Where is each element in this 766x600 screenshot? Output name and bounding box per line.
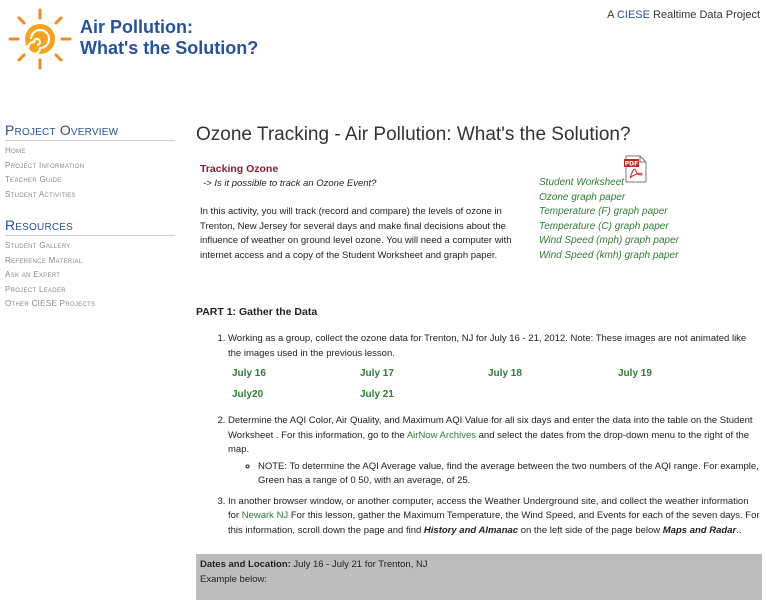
step-3-text-a: In another browser window, or another computer, access the Weather Underground site, and collect the weather information for <box>228 495 749 521</box>
site-title-line2: What's the Solution? <box>80 38 259 58</box>
resource-links <box>539 162 679 263</box>
sidebar-section-resources <box>5 217 175 312</box>
link-wind-speed-kmh-graph-paper[interactable]: Wind Speed (kmh) graph paper <box>539 249 679 261</box>
link-temperature-f-graph-paper[interactable]: Temperature (F) graph paper <box>539 206 668 217</box>
intro-paragraph: In this activity, you will track (record and compare) the levels of ozone in Trenton, New Jersey for several days and make final decisions about the influence of weather on ground level ozone. You will need a computer with internet access and a copy of the Student Worksheet and graph paper. <box>200 206 512 261</box>
step-2 <box>228 414 762 489</box>
date-link-july-16[interactable]: July 16 <box>232 368 266 379</box>
step-1 <box>228 332 762 402</box>
svg-text:PDF: PDF <box>624 160 639 168</box>
sidebar-heading-project-overview: Project Overview <box>5 122 175 141</box>
sun-icon <box>6 8 74 70</box>
dates-location-line <box>200 558 758 573</box>
sidebar-item-reference-material[interactable]: Reference Material <box>5 255 83 265</box>
history-almanac-label: History and Almanac <box>423 524 519 536</box>
step-1-text: Working as a group, collect the ozone data for Trenton, NJ for July 16 - 21, 2012. Note: These images are not animated like the images used in the previous lesson. <box>228 333 747 359</box>
guiding-question: -> Is it possible to track an Ozone Event? <box>203 177 377 189</box>
intro-section <box>196 162 762 272</box>
example-label: Example below: <box>200 573 268 585</box>
step-2-notes <box>228 460 762 489</box>
tagline-suffix: Realtime Data Project <box>649 9 760 21</box>
step-2-text-b: and select the dates from the drop-down menu to the right of the map. <box>228 429 750 455</box>
part-title: PART 1: Gather the Data <box>196 306 318 318</box>
step-3 <box>228 495 762 539</box>
step-2-text-a: Determine the AQI Color, Air Quality, and Maximum AQI Value for all six days and enter the data into the table on the Student Worksheet . For this information, go to the <box>228 415 753 441</box>
step-3-text-d: .. <box>736 524 742 536</box>
date-link-july-18[interactable]: July 18 <box>488 368 522 379</box>
sidebar-item-home[interactable]: Home <box>5 146 26 155</box>
aqi-note: ◦ NOTE: To determine the AQI Average value, find the average between the two numbers of the AQI range. For example, Green has a range of 0 50, with an average, of 25. <box>258 460 762 489</box>
date-link-july-20[interactable]: July20 <box>232 388 264 400</box>
sidebar-item-student-activities[interactable]: Student Activities <box>5 189 76 199</box>
sidebar-item-student-gallery[interactable]: Student Gallery <box>5 241 71 250</box>
steps-list <box>196 332 762 538</box>
main-content <box>196 124 762 544</box>
link-wind-speed-mph-graph-paper[interactable]: Wind Speed (mph) graph paper <box>539 235 679 246</box>
section-title: Tracking Ozone <box>200 163 279 175</box>
page-title: Ozone Tracking - Air Pollution: What's the Solution? <box>196 124 631 145</box>
sidebar-item-project-leader[interactable]: Project Leader <box>5 284 66 294</box>
sidebar-item-teacher-guide[interactable]: Teacher Guide <box>5 175 62 184</box>
dates-location-value: July 16 - July 21 for Trenton, NJ <box>290 559 428 570</box>
ciese-link[interactable]: CIESE <box>616 9 650 21</box>
step-3-text-c: on the left side of the page below <box>518 524 663 536</box>
airnow-archives-link[interactable]: AirNow Archives <box>406 429 476 441</box>
step-3-text-b: For this lesson, gather the Maximum Temperature, the Wind Speed, and Events for each of the seven days. For this information, scroll down the page and find <box>228 510 760 536</box>
link-ozone-graph-paper[interactable]: Ozone graph paper <box>539 191 626 203</box>
date-link-july-17[interactable]: July 17 <box>360 368 394 379</box>
site-title-line1: Air Pollution: <box>80 17 193 37</box>
site-title[interactable] <box>80 17 258 59</box>
sidebar-item-project-information[interactable]: Project Information <box>5 160 85 170</box>
example-box <box>196 554 762 600</box>
link-temperature-c-graph-paper[interactable]: Temperature (C) graph paper <box>539 220 669 232</box>
maps-radar-label: Maps and Radar <box>662 524 737 536</box>
link-student-worksheet[interactable]: Student Worksheet <box>539 177 625 188</box>
sidebar-section-overview <box>5 122 175 202</box>
date-link-july-21[interactable]: July 21 <box>360 388 394 400</box>
sidebar <box>5 122 175 327</box>
date-link-july-19[interactable]: July 19 <box>618 368 652 379</box>
sidebar-item-other-ciese-projects[interactable]: Other CIESE Projects <box>5 299 96 308</box>
project-tagline <box>607 9 760 21</box>
sidebar-item-ask-an-expert[interactable]: Ask an Expert <box>5 270 61 279</box>
sidebar-heading-resources: Resources <box>5 217 175 236</box>
tagline-prefix: A <box>607 9 617 21</box>
dates-location-label: Dates and Location: <box>200 559 291 570</box>
newark-nj-link[interactable]: Newark NJ <box>241 510 289 521</box>
intro-text-block <box>200 162 530 263</box>
date-links <box>232 367 762 402</box>
